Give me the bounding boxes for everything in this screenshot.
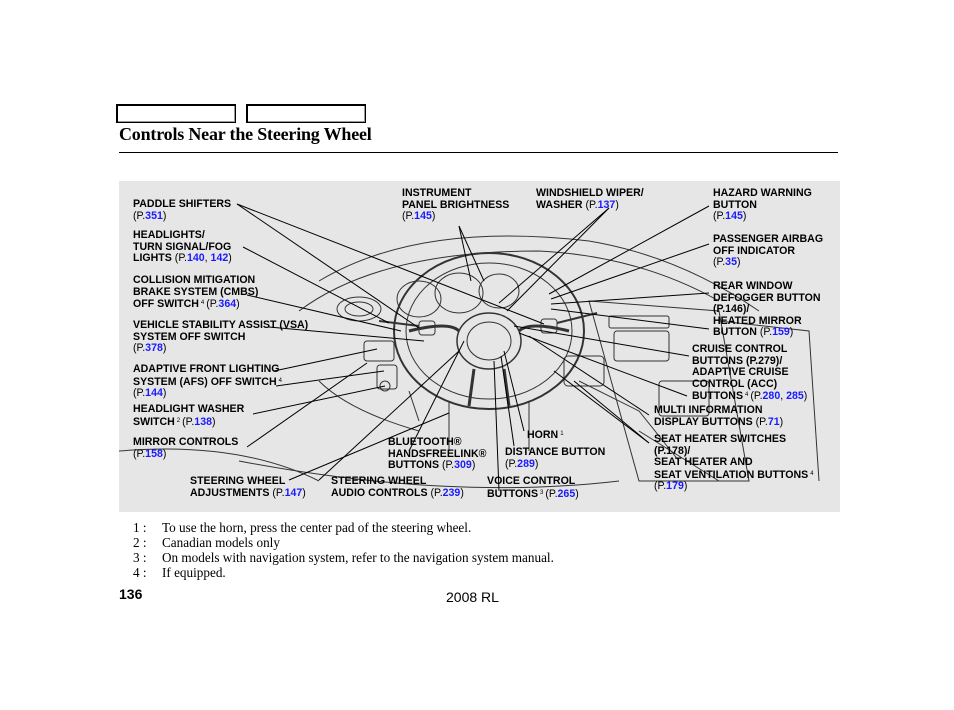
footnote-marker: 2 (176, 417, 181, 424)
callout-line: DISPLAY BUTTONS (654, 415, 756, 428)
page-ref-suffix: ) (683, 480, 688, 493)
footnote-text: On models with navigation system, refer to the navigation system manual. (162, 550, 554, 565)
page-ref-suffix: ) (162, 447, 167, 460)
callout-line: BUTTON (713, 198, 757, 211)
callout-line: PADDLE SHIFTERS (133, 198, 232, 210)
title-divider (119, 152, 838, 153)
callout-line: HANDSFREELINK® (388, 447, 487, 460)
page-ref-prefix: (P. (441, 459, 455, 472)
callout-line: ADAPTIVE FRONT LIGHTING (133, 363, 280, 375)
page-ref-suffix: ) (302, 486, 306, 499)
page-ref-prefix: (P. (585, 198, 598, 211)
page-ref-prefix: (P. (430, 486, 443, 499)
page-ref-prefix: (P. (654, 480, 667, 493)
page-ref-suffix: ) (742, 210, 747, 223)
footnote-marker: 3 (540, 489, 544, 496)
callout-voice-control (487, 476, 579, 500)
page-ref-suffix: ) (471, 459, 476, 472)
page-link[interactable]: 147 (284, 486, 303, 499)
callout-line: DEFOGGER BUTTON (713, 291, 821, 304)
page-link[interactable]: 144 (145, 387, 163, 400)
callout-headlights: HEADLIGHTS/ TURN SIGNAL/FOG LIGHTS (P.140, 142) (133, 229, 232, 265)
callout-line: ADAPTIVE CRUISE (692, 366, 789, 379)
page-link[interactable]: 378 (145, 342, 163, 355)
callout-windshield-wiper (536, 188, 644, 211)
footnote-mark: 3 : (133, 550, 147, 565)
page-ref-prefix: (P. (545, 487, 558, 500)
page-ref-prefix: (P. (713, 210, 726, 223)
callout-line: SWITCH (133, 415, 175, 428)
callout-line: BUTTONS (388, 459, 442, 472)
callout-line: HEADLIGHTS/ (133, 229, 205, 241)
page-link[interactable]: 145 (725, 210, 743, 223)
page-link[interactable]: 35 (725, 256, 737, 269)
footnote-mark: 1 : (133, 520, 147, 535)
callout-defogger (713, 281, 821, 339)
callout-line: SYSTEM (AFS) OFF SWITCH (133, 375, 277, 388)
footnote-mark: 2 : (133, 535, 147, 550)
page-ref-prefix: (P. (402, 210, 415, 223)
callout-distance-button (505, 447, 605, 470)
page-ref-prefix: (P. (713, 256, 726, 269)
page-ref-suffix: ) (236, 298, 240, 311)
callout-line: REAR WINDOW (713, 280, 793, 292)
page-link[interactable]: 137 (597, 198, 616, 211)
nav-tab-table-of-contents[interactable] (246, 104, 366, 123)
callout-line: TURN SIGNAL/FOG (133, 240, 232, 253)
callout-cmbs (133, 275, 258, 311)
callout-line: STEERING WHEEL (190, 475, 286, 487)
callout-wheel-adjustments (190, 476, 306, 499)
page-ref-prefix: (P. (133, 209, 146, 222)
nav-tab-main-menu[interactable] (116, 104, 236, 123)
page-link[interactable]: 140 (186, 252, 205, 265)
callout-line: SEAT HEATER AND (654, 456, 753, 469)
page-ref-prefix: (P. (174, 252, 187, 265)
footnote-marker: 4 (745, 392, 749, 399)
callout-afs (133, 364, 284, 400)
page-link[interactable]: 351 (145, 209, 163, 222)
callout-line: MIRROR CONTROLS (133, 436, 239, 448)
callout-multi-information (654, 405, 783, 428)
callout-line: SYSTEM OFF SWITCH (133, 330, 246, 343)
callout-instrument-brightness (402, 188, 509, 223)
callout-line: BUTTON (713, 326, 760, 339)
callout-line: (P.178)/ (654, 444, 691, 457)
page-link[interactable]: 280 (762, 390, 781, 403)
page-link[interactable]: 239 (442, 486, 461, 499)
page-link[interactable]: 364 (218, 298, 237, 311)
callout-line: VOICE CONTROL (487, 475, 576, 487)
page-link[interactable]: 71 (767, 415, 780, 428)
callout-line: HEADLIGHT WASHER (133, 403, 245, 415)
callout-line: BRAKE SYSTEM (CMBS) (133, 285, 259, 298)
callout-line: OFF SWITCH (133, 298, 199, 311)
callout-line: INSTRUMENT (402, 187, 472, 199)
callout-line: BUTTONS (692, 390, 744, 403)
callout-line: MULTI INFORMATION (654, 404, 763, 416)
page-ref-suffix: ) (575, 487, 579, 500)
page-ref-suffix: ) (162, 387, 167, 400)
callout-line: OFF INDICATOR (713, 244, 795, 257)
callout-line: AUDIO CONTROLS (331, 486, 431, 499)
page-ref-suffix: ) (736, 256, 741, 269)
page-link[interactable]: 289 (517, 457, 535, 470)
page-ref-suffix: ) (228, 252, 232, 265)
footnote-marker: 1 (560, 431, 564, 437)
page-ref-prefix: (P. (750, 390, 763, 403)
callout-line: HEATED MIRROR (713, 314, 802, 327)
page-link[interactable]: 265 (557, 487, 576, 500)
page-link[interactable]: 309 (454, 459, 472, 472)
page-link[interactable]: 159 (772, 326, 790, 339)
callout-wheel-audio (331, 476, 464, 499)
callout-line: VEHICLE STABILITY ASSIST (VSA) (133, 319, 309, 331)
page-ref-suffix: ) (789, 326, 794, 339)
callout-line: CONTROL (ACC) (692, 377, 778, 390)
page-link[interactable]: 142 (210, 252, 229, 265)
page-ref-prefix: (P. (272, 486, 285, 499)
callout-line: BLUETOOTH® (388, 436, 462, 448)
callout-hazard (713, 188, 812, 223)
page-ref-suffix: ) (779, 415, 784, 428)
footnote-text: To use the horn, press the center pad of the steering wheel. (162, 520, 472, 535)
callout-paddle-shifters (133, 199, 231, 222)
footnote-marker: 4 (278, 377, 282, 384)
footnote-text: If equipped. (162, 565, 226, 580)
page-title: Controls Near the Steering Wheel (119, 124, 372, 144)
model-footer: 2008 RL (446, 589, 499, 605)
footnote-row (133, 550, 554, 565)
callout-vsa (133, 320, 308, 355)
callout-line: SEAT HEATER SWITCHES (654, 433, 787, 445)
footnote-mark: 4 : (133, 565, 147, 580)
page-ref-prefix: (P. (759, 326, 773, 339)
page-ref-suffix: ) (803, 390, 808, 403)
callout-horn (527, 429, 566, 442)
callout-line: LIGHTS (133, 252, 175, 265)
page-ref-suffix: ) (431, 210, 436, 223)
callout-line: DISTANCE BUTTON (505, 446, 606, 458)
callout-line: STEERING WHEEL (331, 475, 427, 487)
callout-cruise-control: CRUISE CONTROL BUTTONS (P.279)/ ADAPTIVE CRUISE CONTROL (ACC) BUTTONS $^4$ (P.280, 285) (692, 343, 808, 403)
callout-seat-heater (654, 434, 816, 493)
callout-line: WASHER (536, 198, 586, 211)
page-ref-prefix: (P. (206, 298, 219, 311)
footnote-marker: 4 (810, 470, 814, 477)
footnote-marker: 4 (200, 300, 205, 307)
page-ref-suffix: ) (211, 415, 216, 428)
callout-bluetooth (388, 437, 486, 472)
footnote-row (133, 565, 554, 580)
callout-line: PANEL BRIGHTNESS (402, 198, 510, 211)
page-link[interactable]: 158 (145, 447, 163, 460)
callout-mirror-controls (133, 437, 238, 460)
page-link[interactable]: 145 (414, 210, 432, 223)
callout-line: BUTTONS (487, 487, 539, 500)
footnote-row (133, 535, 554, 550)
callout-line: BUTTONS (P.279)/ (692, 354, 783, 367)
callout-line: SEAT VENTILATION BUTTONS (654, 468, 809, 481)
page-number: 136 (119, 586, 143, 602)
page-ref-prefix: (P. (133, 447, 146, 460)
callout-passenger-airbag (713, 234, 823, 269)
page-ref-suffix: ) (534, 457, 539, 470)
footnote-row (133, 520, 554, 535)
callout-line: HORN (527, 429, 559, 441)
callout-line: COLLISION MITIGATION (133, 274, 256, 286)
steering-wheel-figure (119, 181, 840, 512)
page-ref-suffix: ) (615, 198, 619, 211)
page-link[interactable]: 138 (194, 415, 212, 428)
page-link[interactable]: 179 (666, 480, 684, 493)
page-ref-prefix: (P. (182, 415, 195, 428)
callout-headlight-washer (133, 404, 244, 428)
callout-line: HAZARD WARNING (713, 187, 812, 199)
page-ref-suffix: ) (162, 342, 167, 355)
page-ref-prefix: (P. (133, 342, 146, 355)
page-ref-prefix: (P. (133, 387, 146, 400)
callout-line: (P.146)/ (713, 303, 750, 316)
callout-line: PASSENGER AIRBAG (713, 233, 824, 245)
callout-line: CRUISE CONTROL (692, 343, 788, 355)
page-ref-suffix: ) (460, 486, 464, 499)
page-link[interactable]: 285 (786, 390, 804, 403)
callout-line: WINDSHIELD WIPER/ (536, 187, 644, 199)
footnote-text: Canadian models only (162, 535, 280, 550)
footnotes (133, 520, 554, 580)
callout-line: ADJUSTMENTS (190, 486, 273, 499)
page-ref-suffix: ) (162, 209, 167, 222)
page-ref-prefix: (P. (505, 457, 518, 470)
page-ref-prefix: (P. (755, 415, 768, 428)
